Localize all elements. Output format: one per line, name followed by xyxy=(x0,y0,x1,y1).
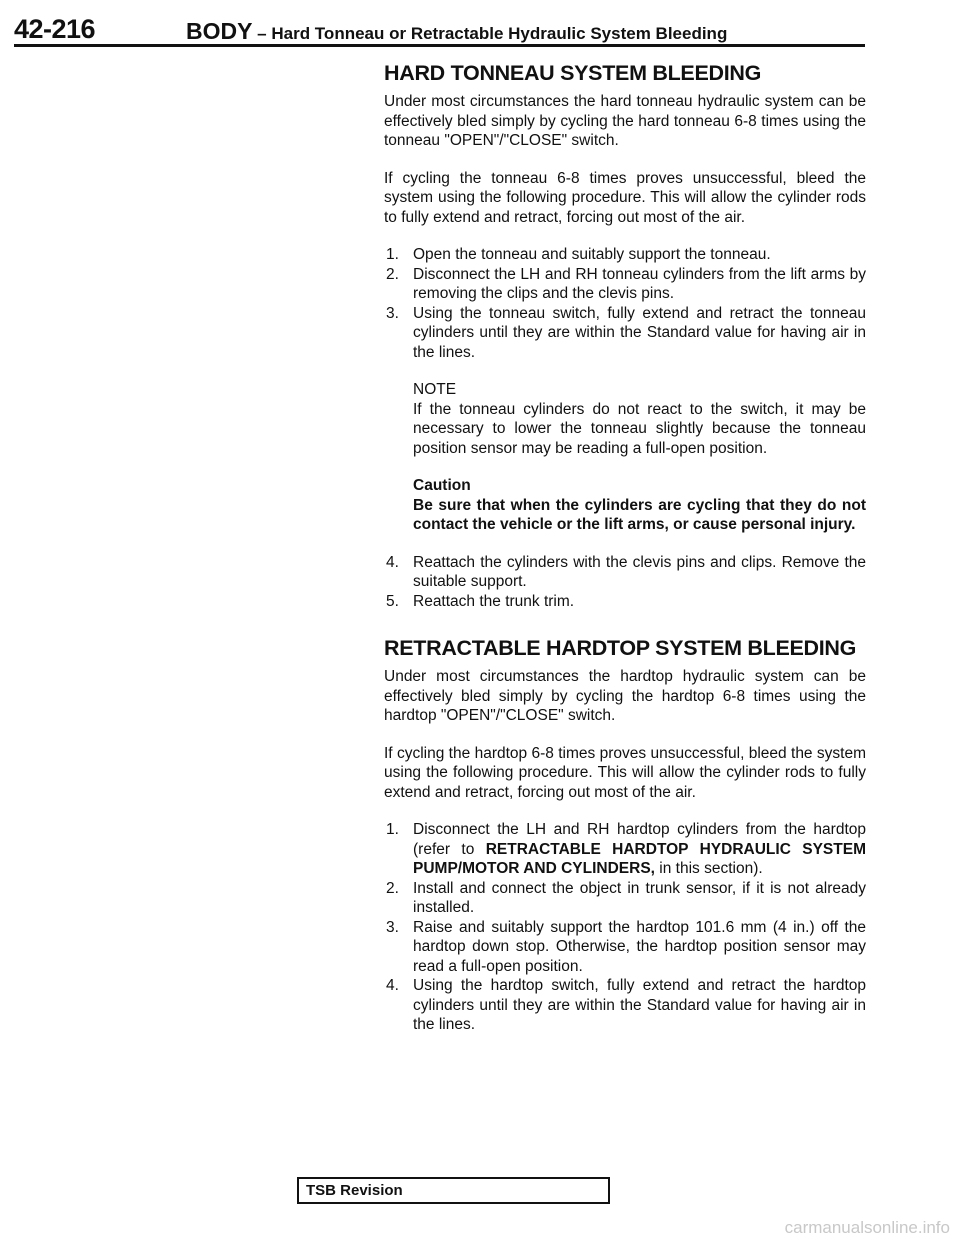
list-item xyxy=(384,918,866,977)
note-text: If the tonneau cylinders do not react to the switch, it may be necessary to lower the tonneau slightly because the tonneau position sensor may be reading a full-open position. xyxy=(413,400,866,457)
hardtop-steps-list xyxy=(384,820,866,1035)
step-text: Disconnect the LH and RH tonneau cylinders from the lift arms by removing the clips and the clevis pins. xyxy=(413,265,866,302)
step-number: 2. xyxy=(386,879,399,897)
list-item xyxy=(384,304,866,535)
watermark: carmanualsonline.info xyxy=(784,1218,950,1237)
list-item xyxy=(384,553,866,592)
tonneau-heading: HARD TONNEAU SYSTEM BLEEDING xyxy=(384,61,762,85)
step-text: Raise and suitably support the hardtop 101.6 mm (4 in.) off the hardtop down stop. Otherwise, the hardtop position sensor may read a full-open position. xyxy=(413,918,866,975)
list-item xyxy=(384,265,866,304)
step-number: 3. xyxy=(386,304,399,322)
section-title-main: BODY xyxy=(186,18,253,44)
tonneau-intro: Under most circumstances the hard tonneau hydraulic system can be effectively bled simply by cycling the hard tonneau 6-8 times using the tonneau "OPEN"/"CLOSE" switch. xyxy=(384,93,866,149)
page-number: 42-216 xyxy=(14,14,96,44)
tonneau-steps-list xyxy=(384,245,866,535)
step-text-tail: in this section). xyxy=(654,860,763,877)
section-title-sub: – Hard Tonneau or Retractable Hydraulic System Bleeding xyxy=(252,24,728,43)
hardtop-para2: If cycling the hardtop 6-8 times proves unsuccessful, bleed the system using the following procedure. This will allow the cylinder rods to fully extend and retract, forcing out most of the air. xyxy=(384,744,866,801)
caution-text: Be sure that when the cylinders are cycling that they do not contact the vehicle or the lift arms, or cause personal injury. xyxy=(413,496,866,533)
hardtop-intro: Under most circumstances the hardtop hydraulic system can be effectively bled simply by cycling the hardtop 6-8 times using the hardtop "OPEN"/"CLOSE" switch. xyxy=(384,668,866,724)
step-number: 4. xyxy=(386,977,399,994)
step-number: 4. xyxy=(386,553,399,571)
list-item xyxy=(384,976,866,1035)
list-item xyxy=(384,592,866,612)
step-text: Disconnect the LH and RH hardtop cylinders from the hardtop (refer to xyxy=(413,821,866,858)
hardtop-heading: RETRACTABLE HARDTOP SYSTEM BLEEDING xyxy=(384,636,857,660)
main-content xyxy=(384,60,866,1053)
step-text: Reattach the trunk trim. xyxy=(413,592,575,610)
list-item xyxy=(384,820,866,879)
caution-label: Caution xyxy=(413,477,471,494)
list-item xyxy=(384,245,866,265)
note-label: NOTE xyxy=(413,381,457,398)
section-title xyxy=(186,18,727,45)
step-number: 1. xyxy=(386,821,399,838)
tsb-revision-box xyxy=(297,1177,610,1204)
step-text: Install and connect the object in trunk sensor, if it is not already installed. xyxy=(413,879,866,916)
step-text: Reattach the cylinders with the clevis pins and clips. Remove the suitable support. xyxy=(413,553,866,590)
note-block xyxy=(413,380,866,458)
cross-reference: RETRACTABLE HARDTOP HYDRAULIC SYSTEM PUMP/MOTOR AND CYLINDERS, xyxy=(413,840,866,877)
header-divider xyxy=(14,44,865,47)
step-number: 3. xyxy=(386,918,399,936)
tonneau-steps-list-continued xyxy=(384,553,866,612)
step-number: 1. xyxy=(386,246,399,263)
tsb-revision-label: TSB Revision xyxy=(306,1182,403,1199)
step-text: Using the hardtop switch, fully extend and retract the hardtop cylinders until they are within the Standard value for having air in the lines. xyxy=(413,977,866,1033)
tonneau-para2: If cycling the tonneau 6-8 times proves unsuccessful, bleed the system using the following procedure. This will allow the cylinder rods to fully extend and retract, forcing out most of the air. xyxy=(384,169,866,226)
step-number: 5. xyxy=(386,592,399,610)
list-item xyxy=(384,879,866,918)
step-number: 2. xyxy=(386,265,399,283)
step-text: Using the tonneau switch, fully extend and retract the tonneau cylinders until they are within the Standard value for having air in the lines. xyxy=(413,304,866,361)
step-text: Open the tonneau and suitably support the tonneau. xyxy=(413,246,771,263)
caution-block xyxy=(413,476,866,535)
